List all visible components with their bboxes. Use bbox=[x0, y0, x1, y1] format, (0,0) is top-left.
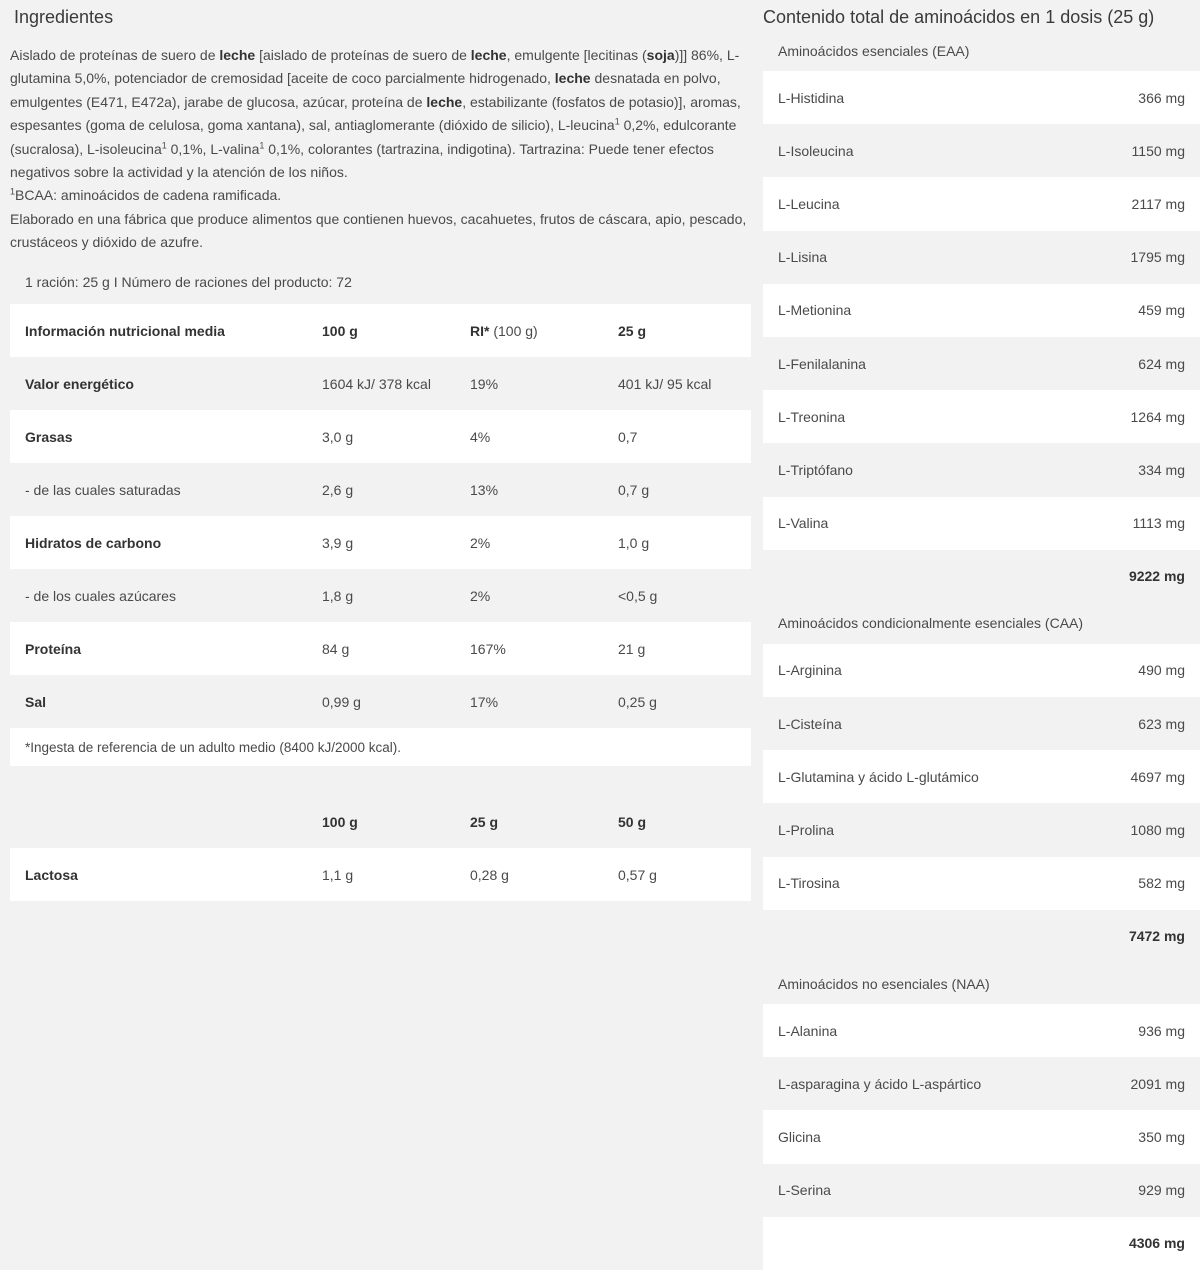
amino-value: 1795 mg bbox=[1130, 249, 1185, 266]
nutrition-label: - de las cuales saturadas bbox=[25, 481, 181, 498]
nutrition-label: - de los cuales azúcares bbox=[25, 587, 176, 604]
nutrition-value-ri: 13% bbox=[470, 481, 499, 498]
ingredient-text-segment: )]] 86%, L-glutamina 5,0%, potenciador de cremosidad [aceite de coco parcialmente hidrogenado, bbox=[10, 47, 740, 87]
amino-row bbox=[763, 697, 1200, 750]
ingredient-text-segment: 0,2%, edulcorante (sucralosa), L-isoleucina bbox=[10, 117, 737, 157]
allergen-highlight: leche bbox=[554, 70, 591, 87]
amino-total: 7472 mg bbox=[1128, 928, 1185, 945]
nutrition-value-25g: 1,0 g bbox=[618, 534, 650, 551]
amino-name: L-Triptófano bbox=[778, 461, 853, 478]
amino-row bbox=[763, 443, 1200, 496]
nutrition-value-100g: 3,9 g bbox=[322, 534, 354, 551]
amino-value: 4697 mg bbox=[1130, 768, 1185, 785]
amino-row bbox=[763, 497, 1200, 550]
nutrition-value-100g: 3,0 g bbox=[322, 428, 354, 445]
amino-value: 459 mg bbox=[1138, 302, 1185, 319]
nutrition-value-100g: 1604 kJ/ 378 kcal bbox=[322, 375, 431, 392]
allergen-notice: Elaborado en una fábrica que produce alimentos que contienen huevos, cacahuetes, frutos de cáscara, apio, pescado, crustáceos y dióxido de azufre. bbox=[10, 210, 747, 251]
nutrition-header-25g: 25 g bbox=[618, 322, 647, 339]
nutrition-value-ri: 2% bbox=[470, 534, 491, 551]
amino-value: 929 mg bbox=[1138, 1182, 1185, 1199]
allergen-highlight: soja bbox=[646, 47, 675, 63]
amino-section-label: Aminoácidos no esenciales (NAA) bbox=[778, 975, 990, 992]
amino-total-row bbox=[763, 1217, 1200, 1270]
amino-value: 490 mg bbox=[1138, 662, 1185, 679]
nutrition-value-25g: 401 kJ/ 95 kcal bbox=[618, 375, 712, 392]
nutrition-value-100g: 0,99 g bbox=[322, 693, 361, 710]
allergen-highlight: leche bbox=[470, 47, 507, 63]
amino-total: 4306 mg bbox=[1128, 1235, 1185, 1252]
nutrition-value-ri: 17% bbox=[470, 693, 499, 710]
nutrition-row bbox=[10, 516, 751, 569]
amino-total-row bbox=[763, 550, 1200, 603]
amino-name: L-Leucina bbox=[778, 195, 840, 212]
nutrition-value-ri: 167% bbox=[470, 640, 506, 657]
amino-name: L-Lisina bbox=[778, 249, 828, 266]
amino-name: L-Arginina bbox=[778, 662, 842, 679]
nutrition-row bbox=[10, 675, 751, 728]
lactose-header-100g: 100 g bbox=[322, 813, 358, 830]
amino-row bbox=[763, 750, 1200, 803]
footnote-marker: 1 bbox=[10, 186, 16, 197]
nutrition-header-row bbox=[10, 304, 751, 357]
allergen-highlight: leche bbox=[219, 47, 256, 63]
nutrition-label: Grasas bbox=[25, 428, 73, 445]
lactose-table bbox=[10, 795, 751, 901]
nutrition-value-25g: 0,7 g bbox=[618, 481, 650, 498]
amino-section-title bbox=[763, 30, 1200, 71]
nutrition-row bbox=[10, 357, 751, 410]
amino-row bbox=[763, 177, 1200, 230]
amino-row bbox=[763, 1057, 1200, 1110]
nutrition-table bbox=[10, 304, 751, 766]
amino-section-label: Aminoácidos condicionalmente esenciales (CAA) bbox=[778, 615, 1084, 632]
amino-value: 936 mg bbox=[1138, 1022, 1185, 1039]
amino-total: 9222 mg bbox=[1128, 568, 1185, 585]
nutrition-row bbox=[10, 410, 751, 463]
amino-value: 350 mg bbox=[1138, 1128, 1185, 1145]
amino-total-row bbox=[763, 910, 1200, 963]
lactose-100g: 1,1 g bbox=[322, 866, 354, 883]
amino-row bbox=[763, 857, 1200, 910]
amino-section-title bbox=[763, 603, 1200, 644]
nutrition-value-100g: 2,6 g bbox=[322, 481, 354, 498]
amino-section-label: Aminoácidos esenciales (EAA) bbox=[778, 42, 970, 59]
nutrition-row bbox=[10, 463, 751, 516]
nutrition-value-ri: 19% bbox=[470, 375, 499, 392]
amino-value: 1264 mg bbox=[1130, 408, 1185, 425]
amino-row bbox=[763, 1004, 1200, 1057]
amino-name: L-Serina bbox=[778, 1182, 831, 1199]
amino-row bbox=[763, 337, 1200, 390]
nutrition-value-25g: 0,25 g bbox=[618, 693, 657, 710]
serving-info: 1 ración: 25 g I Número de raciones del producto: 72 bbox=[25, 274, 352, 290]
amino-row bbox=[763, 231, 1200, 284]
amino-row bbox=[763, 124, 1200, 177]
nutrition-value-100g: 84 g bbox=[322, 640, 350, 657]
amino-name: Glicina bbox=[778, 1128, 821, 1145]
nutrition-label: Proteína bbox=[25, 640, 82, 657]
amino-section-title bbox=[763, 963, 1200, 1004]
nutrition-label: Hidratos de carbono bbox=[25, 534, 162, 551]
amino-name: L-Glutamina y ácido L-glutámico bbox=[778, 768, 979, 785]
ingredient-text-segment: , emulgente [lecitinas ( bbox=[506, 47, 647, 63]
amino-value: 1080 mg bbox=[1130, 822, 1185, 839]
amino-name: L-Cisteína bbox=[778, 715, 842, 732]
amino-row bbox=[763, 803, 1200, 856]
amino-name: L-Treonina bbox=[778, 408, 846, 425]
amino-title: Contenido total de aminoácidos en 1 dosis (25 g) bbox=[763, 7, 1155, 27]
amino-name: L-asparagina y ácido L-aspártico bbox=[778, 1075, 982, 1092]
lactose-25g: 0,28 g bbox=[470, 866, 509, 883]
amino-row bbox=[763, 390, 1200, 443]
nutrition-row bbox=[10, 569, 751, 622]
nutrition-value-25g: <0,5 g bbox=[618, 587, 658, 604]
nutrition-row bbox=[10, 622, 751, 675]
footnote-marker: 1 bbox=[161, 139, 167, 150]
ingredients-text bbox=[10, 44, 751, 255]
amino-name: L-Tirosina bbox=[778, 875, 840, 892]
amino-name: L-Fenilalanina bbox=[778, 355, 866, 372]
ingredient-text-segment: BCAA: aminoácidos de cadena ramificada. bbox=[15, 187, 282, 204]
lactose-label: Lactosa bbox=[25, 866, 78, 883]
ingredients-title: Ingredientes bbox=[14, 7, 114, 27]
amino-value: 2091 mg bbox=[1130, 1075, 1185, 1092]
amino-value: 624 mg bbox=[1138, 355, 1185, 372]
amino-row bbox=[763, 644, 1200, 697]
amino-value: 2117 mg bbox=[1131, 195, 1185, 212]
nutrition-value-ri: 4% bbox=[470, 428, 491, 445]
lactose-header-row bbox=[10, 795, 751, 848]
footnote-marker: 1 bbox=[259, 139, 265, 150]
amino-value: 1150 mg bbox=[1131, 142, 1185, 159]
lactose-header-50g: 50 g bbox=[618, 813, 647, 830]
ingredient-text-segment: [aislado de proteínas de suero de bbox=[255, 47, 471, 63]
ingredient-text-segment: 0,1%, colorantes (tartrazina, indigotina). Tartrazina: Puede tener efectos negativos sobre la actividad y la atención de los niños. bbox=[10, 140, 714, 181]
amino-name: L-Metionina bbox=[778, 302, 852, 319]
allergen-highlight: leche bbox=[426, 93, 463, 110]
nutrition-header-ri: RI* (100 g) bbox=[470, 322, 538, 339]
ingredient-text-segment: Aislado de proteínas de suero de bbox=[10, 47, 220, 63]
nutrition-label: Sal bbox=[25, 693, 47, 710]
nutrition-footnote: *Ingesta de referencia de un adulto medio (8400 kJ/2000 kcal). bbox=[10, 728, 751, 766]
nutrition-value-ri: 2% bbox=[470, 587, 491, 604]
amino-name: L-Valina bbox=[778, 515, 829, 532]
nutrition-header-label: Información nutricional media bbox=[25, 322, 225, 339]
amino-value: 1113 mg bbox=[1132, 515, 1185, 532]
ingredient-text-segment: , estabilizante (fosfatos de potasio)], aromas, espesantes (goma de celulosa, goma xantana), sal, antiaglomerante (dióxido de silicio), L-leucina bbox=[10, 93, 741, 134]
ingredient-text-segment: desnatada en polvo, emulgentes (E471, E472a), jarabe de glucosa, azúcar, proteína de bbox=[10, 70, 721, 110]
amino-name: L-Isoleucina bbox=[778, 142, 854, 159]
nutrition-value-25g: 21 g bbox=[618, 640, 646, 657]
ingredient-text-segment: 0,1%, L-valina bbox=[166, 140, 260, 157]
amino-name: L-Alanina bbox=[778, 1022, 838, 1039]
amino-name: L-Prolina bbox=[778, 822, 835, 839]
ingredients-list bbox=[10, 44, 751, 184]
lactose-50g: 0,57 g bbox=[618, 866, 657, 883]
bcaa-footnote bbox=[10, 184, 751, 207]
amino-value: 623 mg bbox=[1138, 715, 1185, 732]
lactose-row bbox=[10, 848, 751, 901]
amino-table bbox=[763, 30, 1200, 1270]
footnote-marker: 1 bbox=[614, 116, 620, 127]
amino-name: L-Histidina bbox=[778, 89, 845, 106]
amino-value: 334 mg bbox=[1138, 461, 1185, 478]
amino-row bbox=[763, 1110, 1200, 1163]
amino-row bbox=[763, 1164, 1200, 1217]
nutrition-value-100g: 1,8 g bbox=[322, 587, 354, 604]
nutrition-value-25g: 0,7 bbox=[618, 428, 638, 445]
amino-row bbox=[763, 71, 1200, 124]
amino-row bbox=[763, 284, 1200, 337]
nutrition-label: Valor energético bbox=[25, 375, 134, 392]
amino-value: 366 mg bbox=[1138, 89, 1185, 106]
amino-value: 582 mg bbox=[1138, 875, 1185, 892]
nutrition-header-100g: 100 g bbox=[322, 322, 358, 339]
lactose-header-25g: 25 g bbox=[470, 813, 499, 830]
